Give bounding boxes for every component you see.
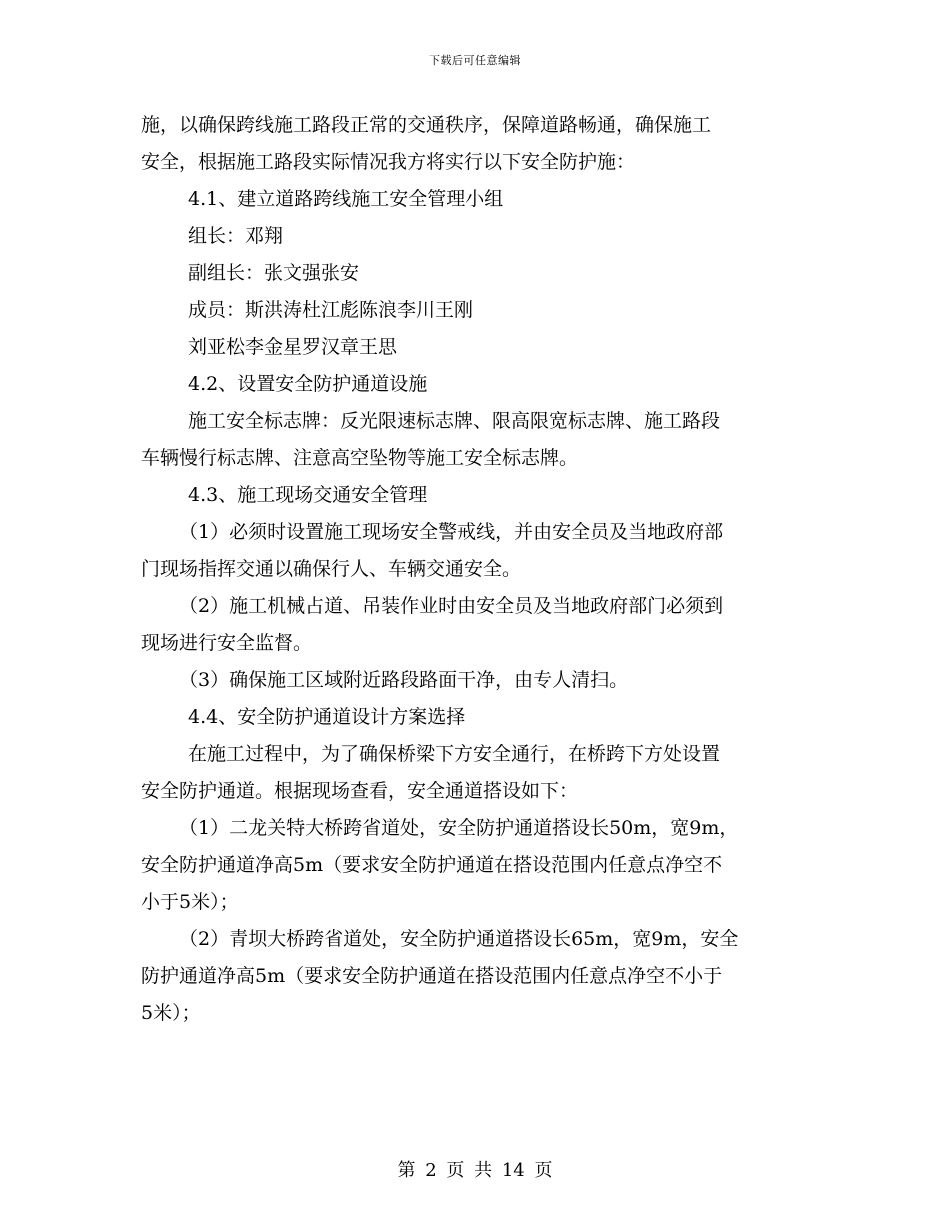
paragraph-line: 施，以确保跨线施工路段正常的交通秩序，保障道路畅通，确保施工 [141, 114, 712, 136]
paragraph-line: 安全防护通道。根据现场查看，安全通道搭设如下： [141, 780, 579, 802]
paragraph-line: 副组长：张文强张安 [188, 262, 360, 284]
paragraph-line: （3）确保施工区域附近路段路面干净，由专人清扫。 [179, 669, 629, 691]
paragraph-line: 门现场指挥交通以确保行人、车辆交通安全。 [141, 558, 522, 580]
paragraph-line: 车辆慢行标志牌、注意高空坠物等施工安全标志牌。 [141, 447, 579, 469]
paragraph-line: （2）青坝大桥跨省道处，安全防护通道搭设长65m，宽9m，安全 [179, 928, 739, 950]
paragraph-line: 刘亚松李金星罗汉章王思 [188, 336, 398, 358]
paragraph-line: 5米）； [141, 1002, 201, 1024]
paragraph-line: 施工安全标志牌：反光限速标志牌、限高限宽标志牌、施工路段 [188, 410, 721, 432]
paragraph-line: 组长：邓翔 [188, 225, 284, 247]
document-body [141, 107, 809, 1032]
section-heading: 4.3、施工现场交通安全管理 [188, 484, 428, 506]
paragraph-line: 成员：斯洪涛杜江彪陈浪李川王刚 [188, 299, 474, 321]
page-header: 下载后可任意编辑 [429, 54, 521, 67]
paragraph-line: 小于5米）； [141, 891, 239, 913]
section-heading: 4.1、建立道路跨线施工安全管理小组 [188, 188, 504, 210]
paragraph-line: 在施工过程中，为了确保桥梁下方安全通行，在桥跨下方处设置 [188, 743, 721, 765]
paragraph-line: 现场进行安全监督。 [141, 632, 313, 654]
section-heading: 4.4、安全防护通道设计方案选择 [188, 706, 466, 728]
paragraph-line: 安全，根据施工路段实际情况我方将实行以下安全防护施： [141, 151, 636, 173]
paragraph-line: 防护通道净高5m（要求安全防护通道在搭设范围内任意点净空不小于 [141, 965, 723, 987]
paragraph-line: （1）二龙关特大桥跨省道处，安全防护通道搭设长50m，宽9m， [179, 817, 739, 839]
paragraph-line: （1）必须时设置施工现场安全警戒线，并由安全员及当地政府部 [179, 521, 724, 543]
paragraph-line: （2）施工机械占道、吊装作业时由安全员及当地政府部门必须到 [179, 595, 724, 617]
page-footer: 第 2 页 共 14 页 [397, 1160, 553, 1181]
section-heading: 4.2、设置安全防护通道设施 [188, 373, 428, 395]
paragraph-line: 安全防护通道净高5m（要求安全防护通道在搭设范围内任意点净空不 [141, 854, 723, 876]
